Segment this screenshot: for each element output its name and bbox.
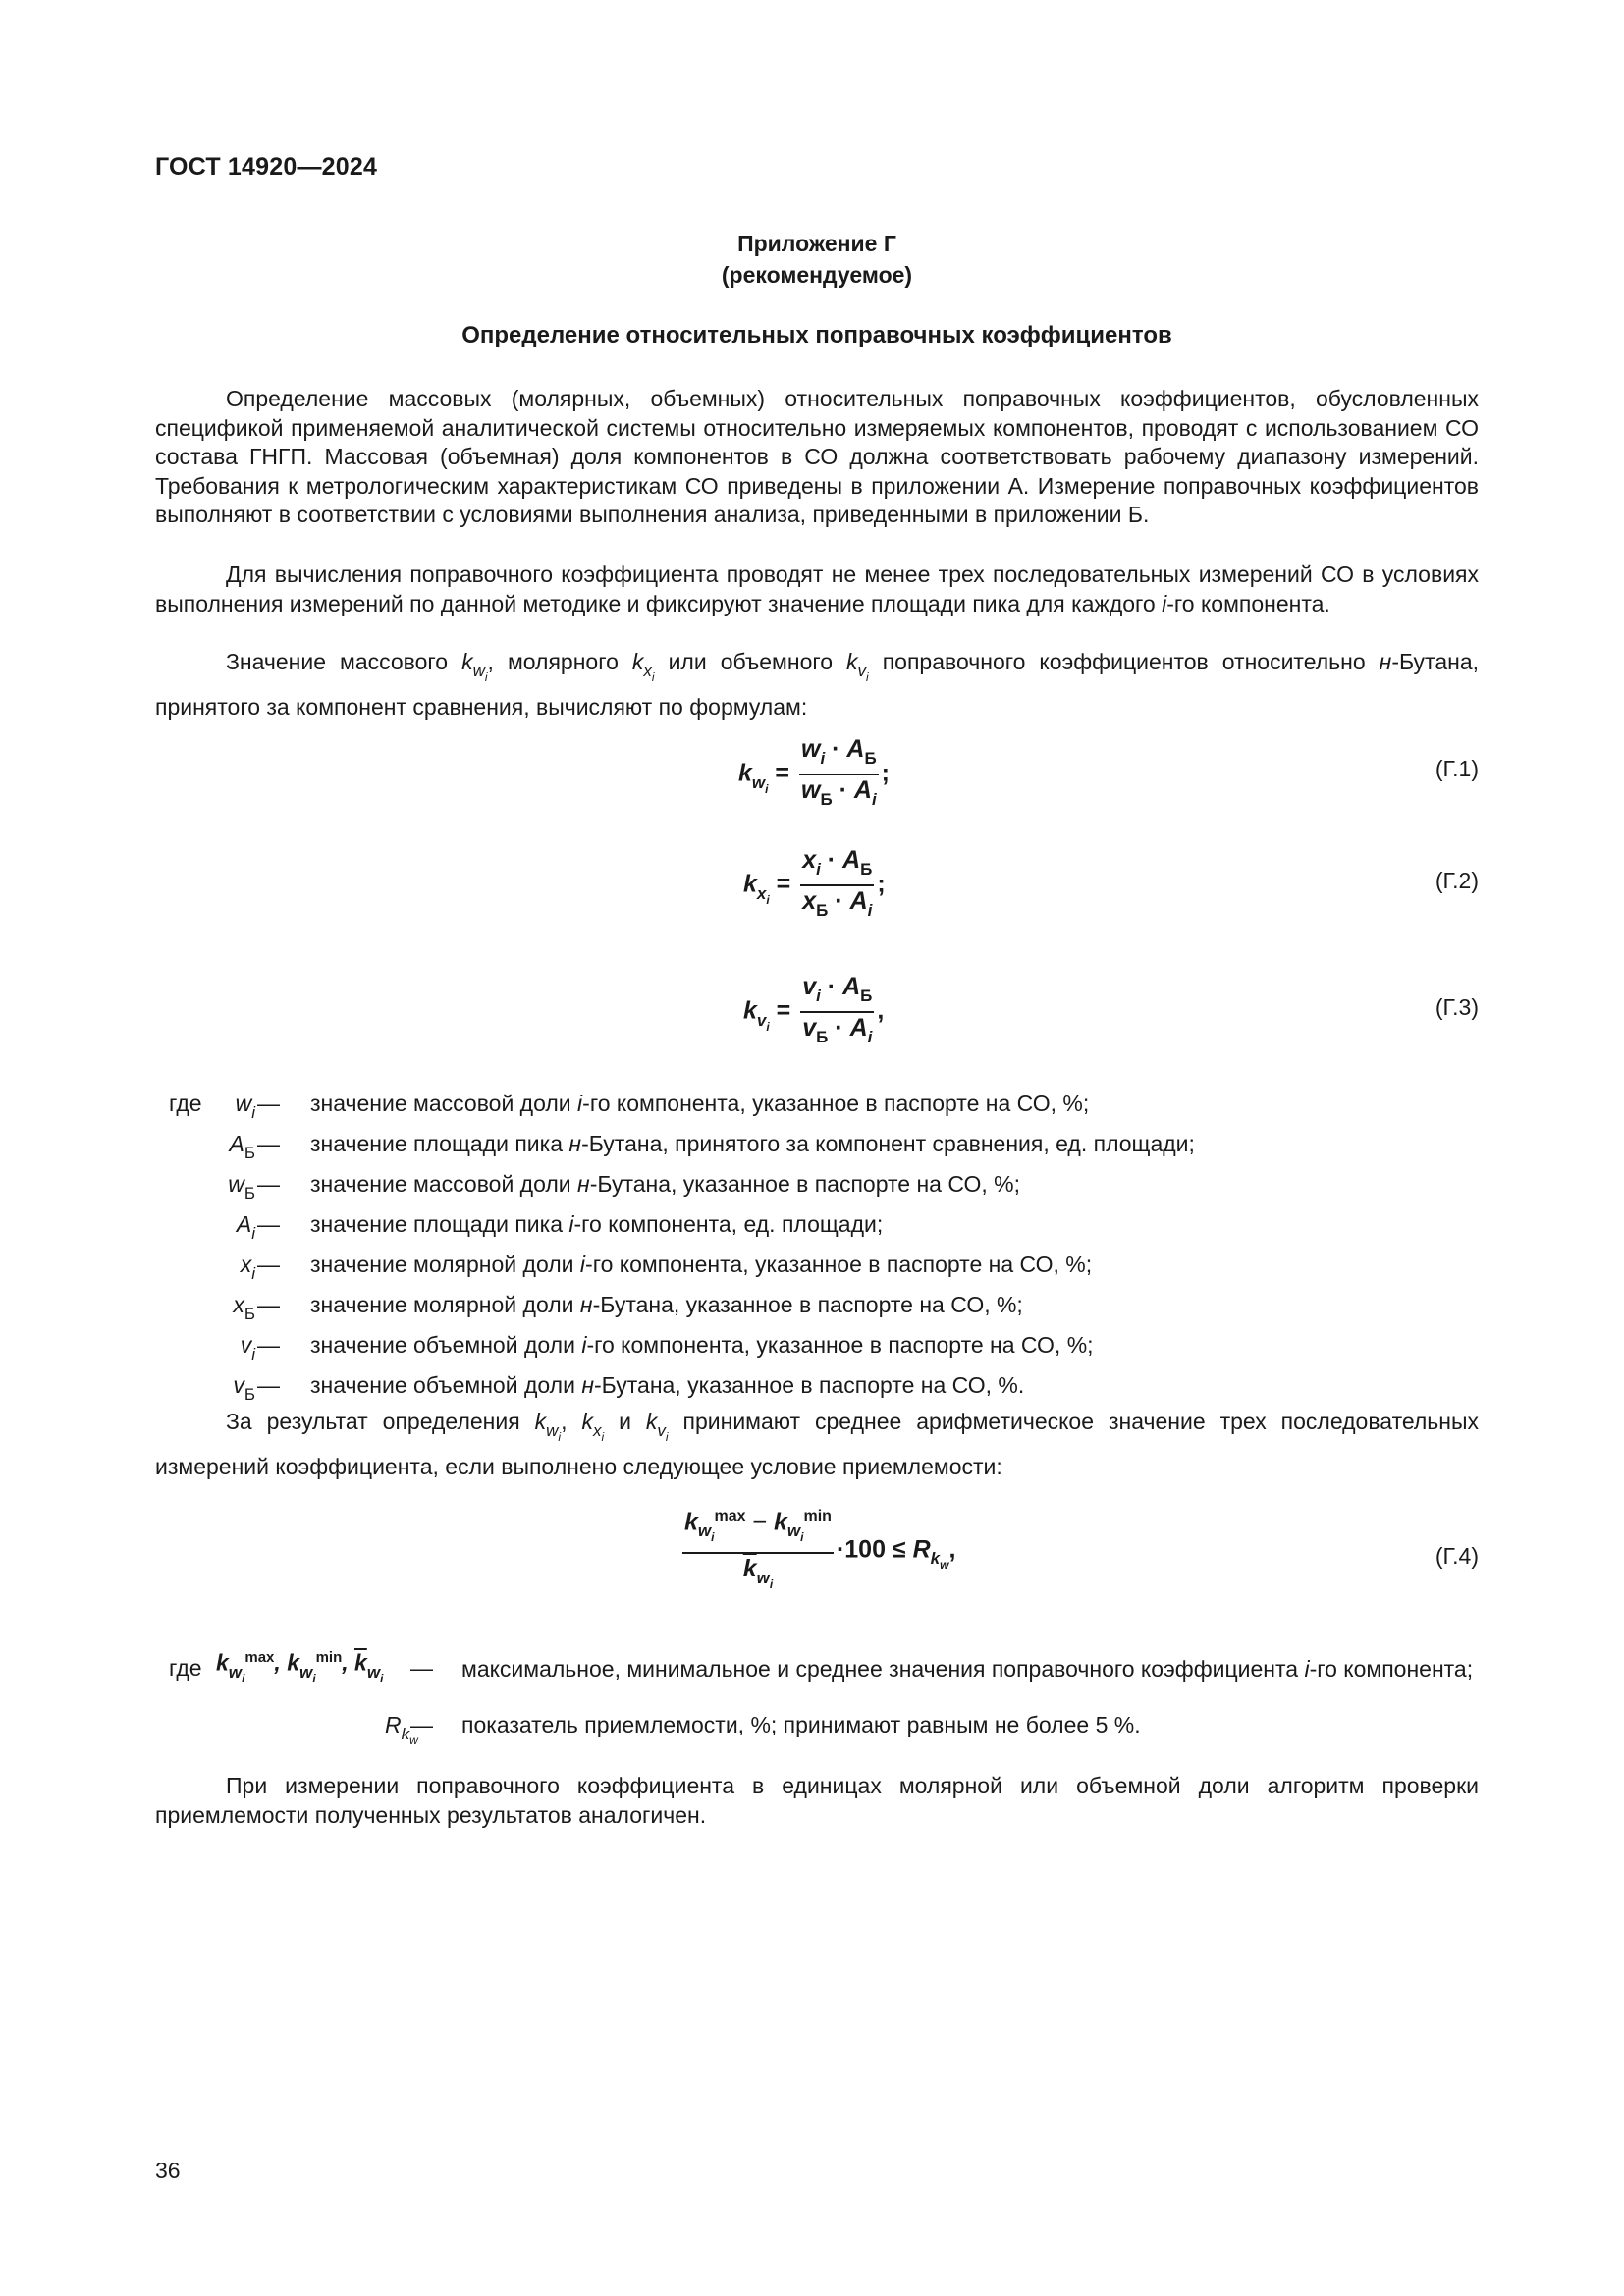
paragraph-5-text: При измерении поправочного коэффициента в единицах молярной или объемной доли алгоритм проверки приемлемости полученных результатов аналогичен. [155,1773,1479,1828]
formula-g3-number: (Г.3) [1435,994,1479,1020]
legend-1-dash: — [257,1292,280,1317]
legend-2-dash-1: — [410,1655,433,1681]
paragraph-3-text-d: поправочного коэффициентов относительно [868,649,1380,674]
k-x-inline: $k_{x_i}$ [631,649,655,684]
paragraph-3-text-e: -Бутана, принятого за компонент сравнения, вычисляют по формулам: [155,649,1480,720]
legend-1-text: значение молярной доли н-Бутана, указанное в паспорте на СО, %; [310,1292,1023,1317]
legend-1-symbol: $x_i$ [240,1252,255,1283]
document-header: ГОСТ 14920—2024 [155,153,378,181]
legend-1-symbol: $A_i$ [236,1211,255,1243]
paragraph-2-text-a: Для вычисления поправочного коэффициента проводят не менее трех последовательных измерений СО в условиях выполнения измерений по данной методике и фиксируют значение площади пика для каждого [155,561,1479,616]
paragraph-5 [155,1772,1479,1830]
legend-1-dash: — [257,1091,280,1116]
legend-2-symbol-r: $R_{k_w}$ [385,1712,418,1747]
formula-g1-number: (Г.1) [1435,756,1479,781]
k-v-inline: $k_{v_i}$ [846,649,869,684]
paragraph-3-text-c: или объемного [654,649,847,674]
legend-1-symbol: $w_i$ [235,1091,255,1122]
legend-1-text: значение объемной доли i-го компонента, указанное в паспорте на СО, %; [310,1332,1094,1358]
legend-1-text: значение площади пика i-го компонента, ед. площади; [310,1211,884,1237]
paragraph-2-text-b: -го компонента. [1166,590,1330,616]
legend-1-dash: — [257,1131,280,1156]
formula-g2: $k_{x_i}$ = $\frac{x_i \cdot A_Б}{x_Б \cdot A_i}$ ; [743,846,886,920]
appendix-title: Приложение Г [737,231,896,256]
paragraph-1-text: Определение массовых (молярных, объемных) относительных поправочных коэффициентов, обусловленных спецификой применяемой аналитической системы относительно измеряемых компонентов, проводят с использованием СО состава ГНГП. Массовая (объемная) доля компонентов в СО должна соответствовать рабочему диапазону измерений. Требования к метрологическим характеристикам СО приведены в приложении А. Измерение поправочных коэффициентов выполняют в соответствии с условиями выполнения анализа, приведенными в приложении Б. [155,386,1479,528]
paragraph-3-italic-n: н [1379,649,1392,674]
formula-g1: $k_{w_i}$ = $\frac{w_i \cdot A_Б}{w_Б \cdot A_i}$ ; [738,735,890,809]
legend-2-dash-2: — [410,1712,433,1737]
legend-1-symbol: $w_Б$ [228,1171,255,1202]
legend-1-symbol: $A_Б$ [229,1131,255,1162]
paragraph-2-italic: i [1162,590,1167,616]
paragraph-1 [155,385,1479,530]
paragraph-4-text-b: и [604,1409,646,1434]
formula-g3: $k_{v_i}$ = $\frac{v_i \cdot A_Б}{v_Б \cdot A_i}$ , [743,973,885,1046]
appendix-heading [155,228,1479,291]
legend-1-symbol: $v_Б$ [233,1372,255,1404]
paragraph-4: За результат определения $k_{w_i}$, $k_{x_i}$ и $k_{v_i}$ принимают среднее арифметическое значение трех последовательных измерений коэффициента, если выполнено следующее условие приемлемости: [155,1409,1480,1479]
k-x-inline-2: $k_{x_i}$ [581,1409,605,1444]
legend-2-item-1: максимальное, минимальное и среднее значения поправочного коэффициента i-го компонента; [461,1656,1474,1682]
legend-2-item-2: показатель приемлемости, %; принимают равным не более 5 %. [461,1712,1141,1737]
formula-g2-number: (Г.2) [1435,868,1479,893]
legend-1-dash: — [257,1372,280,1398]
k-v-inline-2: $k_{v_i}$ [645,1409,669,1444]
appendix-status: (рекомендуемое) [721,262,913,288]
section-title: Определение относительных поправочных коэффициентов [461,322,1172,348]
legend-1-text: значение массовой доли i-го компонента, указанное в паспорте на СО, %; [310,1091,1090,1116]
legend-1-dash: — [257,1332,280,1358]
formula-g4: $\frac{k_{w_i}^{max} - k_{w_i}^{min}}{\overline{k}_{w_i}}$ $\cdot 100 \le R_{k_w}$, [679,1502,955,1599]
paragraph-3 [155,648,1479,721]
legend-1-where: где [169,1091,202,1116]
paragraph-4-text-c: принимают среднее арифметическое значение трех последовательных измерений коэффициента, если выполнено следующее условие приемлемости: [155,1409,1480,1479]
legend-1-symbol: $x_Б$ [233,1292,255,1323]
formula-g4-number: (Г.4) [1435,1543,1479,1569]
legend-2-symbols: $k_{w_i}^{max}$, $k_{w_i}^{min}$, $\overline{k}_{w_i}$ [216,1649,384,1685]
paragraph-2 [155,561,1479,618]
legend-1-text: значение объемной доли н-Бутана, указанное в паспорте на СО, %. [310,1372,1025,1398]
legend-1-text: значение площади пика н-Бутана, принятого за компонент сравнения, ед. площади; [310,1131,1195,1156]
legend-2-where: где [169,1655,202,1681]
legend-1-text: значение массовой доли н-Бутана, указанное в паспорте на СО, %; [310,1171,1020,1197]
legend-1-text: значение молярной доли i-го компонента, указанное в паспорте на СО, %; [310,1252,1093,1277]
legend-1-dash: — [257,1252,280,1277]
k-w-inline-2: $k_{w_i}$ [534,1409,562,1444]
paragraph-3-text-a: Значение массового [226,649,462,674]
k-w-inline: $k_{w_i}$ [461,649,488,684]
legend-1-dash: — [257,1171,280,1197]
legend-1-symbol: $v_i$ [240,1332,255,1363]
paragraph-3-text-b: , молярного [487,649,632,674]
page-number: 36 [155,2158,181,2183]
paragraph-4-text-a: За результат определения [226,1409,535,1434]
legend-1-dash: — [257,1211,280,1237]
